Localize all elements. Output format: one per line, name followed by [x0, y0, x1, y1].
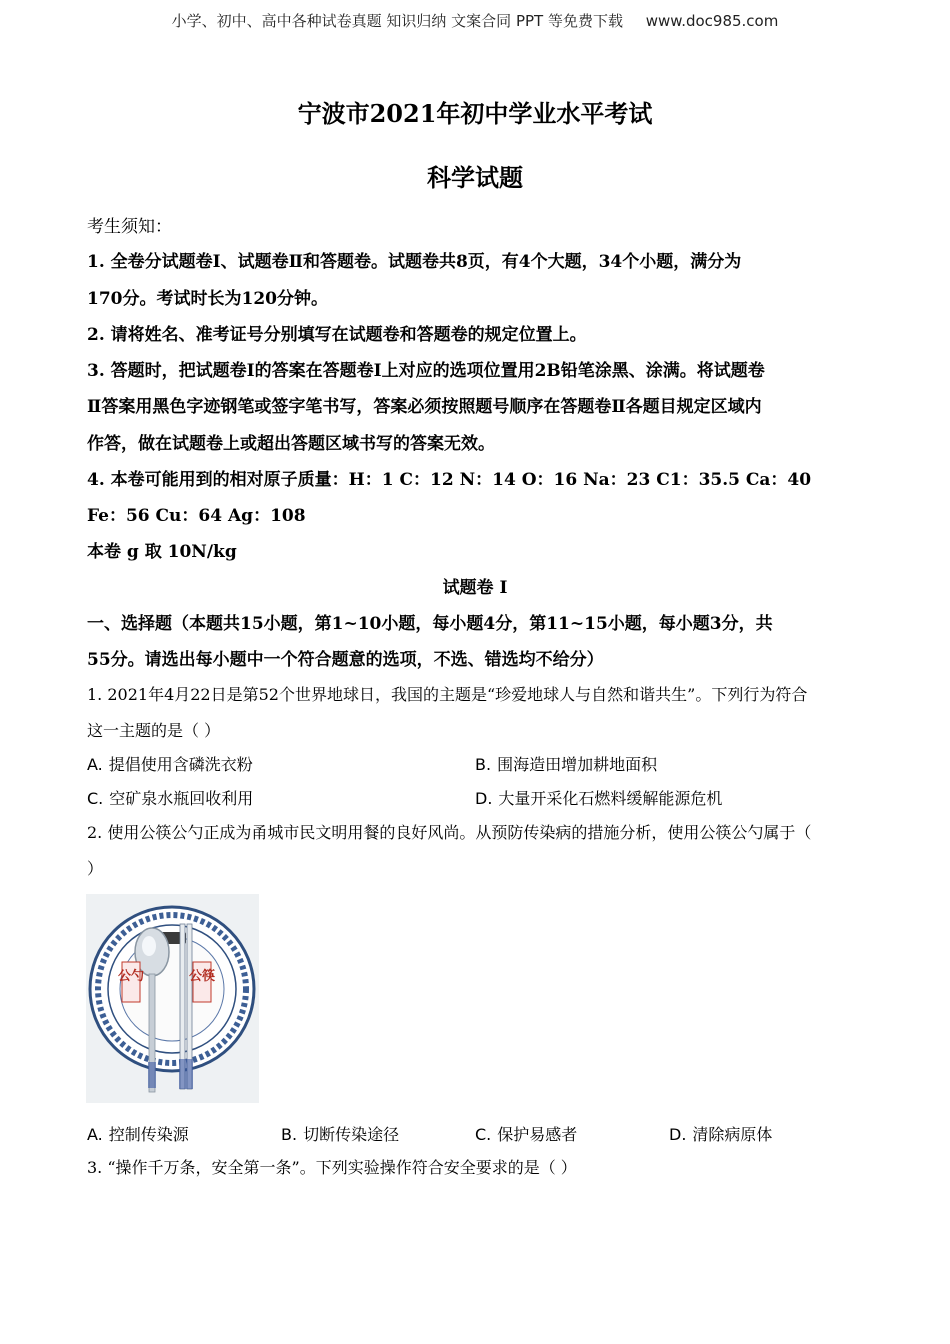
- q1-option-d[interactable]: [475, 786, 722, 809]
- q2-option-a[interactable]: [87, 1122, 189, 1145]
- option-letter: B.: [475, 755, 492, 774]
- q2-option-c[interactable]: [475, 1122, 577, 1145]
- notice-line: 1. 全卷分试题卷Ⅰ、试题卷Ⅱ和答题卷。试题卷共8页，有4个大题，34个小题，满分为: [87, 252, 742, 272]
- chopsticks-spoon-image: [86, 894, 259, 1103]
- option-letter: A.: [87, 1125, 103, 1144]
- image-label-right: 公筷: [188, 969, 216, 984]
- part1-instructions: 55分。请选出每小题中一个符合题意的选项，不选、错选均不给分）: [87, 650, 604, 670]
- notice-line: 作答，做在试题卷上或超出答题区域书写的答案无效。: [87, 434, 495, 454]
- option-letter: D.: [669, 1125, 687, 1144]
- option-text: 大量开采化石燃料缓解能源危机: [498, 789, 723, 808]
- notice-line: 2. 请将姓名、准考证号分别填写在试题卷和答题卷的规定位置上。: [87, 325, 587, 345]
- question-2-text: ）: [87, 859, 104, 878]
- notice-line: 本卷 g 取 10N/kg: [87, 542, 237, 562]
- page-header: [0, 10, 950, 31]
- q1-option-a[interactable]: [87, 752, 253, 775]
- option-letter: C.: [475, 1125, 492, 1144]
- option-letter: D.: [475, 789, 493, 808]
- subject-title: 科学试题: [427, 163, 523, 192]
- option-letter: A.: [87, 755, 103, 774]
- option-text: 提倡使用含磷洗衣粉: [108, 755, 253, 774]
- option-letter: C.: [87, 789, 104, 808]
- exam-title: 宁波市2021年初中学业水平考试: [297, 99, 653, 128]
- question-2-text: 2. 使用公筷公勺正成为甬城市民文明用餐的良好风尚。从预防传染病的措施分析，使用公筷公勺属于（: [87, 823, 812, 842]
- q1-option-c[interactable]: [87, 786, 253, 809]
- q2-option-b[interactable]: [281, 1122, 399, 1145]
- option-text: 切断传染途径: [303, 1125, 400, 1144]
- question-1-text: 这一主题的是（ ）: [87, 721, 221, 740]
- option-text: 控制传染源: [108, 1125, 189, 1144]
- option-text: 清除病原体: [692, 1125, 773, 1144]
- header-text: 小学、初中、高中各种试卷真题 知识归纳 文案合同 PPT 等免费下载: [171, 12, 623, 30]
- q1-option-b[interactable]: [475, 752, 657, 775]
- header-site: www.doc985.com: [645, 12, 779, 30]
- option-letter: B.: [281, 1125, 298, 1144]
- question-1-text: 1. 2021年4月22日是第52个世界地球日，我国的主题是“珍爱地球人与自然和谐共生”。下列行为符合: [87, 685, 808, 704]
- part1-instructions: 一、选择题（本题共15小题，第1~10小题，每小题4分，第11~15小题，每小题3分，共: [87, 614, 773, 634]
- notice-line: 3. 答题时，把试题卷Ⅰ的答案在答题卷Ⅰ上对应的选项位置用2B铅笔涂黑、涂满。将试题卷: [87, 361, 765, 381]
- image-label-left: 公勺: [117, 969, 145, 984]
- question-3-text: 3. “操作千万条，安全第一条”。下列实验操作符合安全要求的是（ ）: [87, 1158, 577, 1177]
- section-title: 试题卷 I: [442, 578, 508, 598]
- q2-option-d[interactable]: [669, 1122, 772, 1145]
- option-text: 空矿泉水瓶回收利用: [109, 789, 254, 808]
- option-text: 围海造田增加耕地面积: [497, 755, 658, 774]
- notice-line: Ⅱ答案用黑色字迹钢笔或签字笔书写，答案必须按照题号顺序在答题卷Ⅱ各题目规定区域内: [87, 397, 762, 417]
- notice-line: Fe：56 Cu：64 Ag：108: [87, 506, 306, 526]
- notice-line: 170分。考试时长为120分钟。: [87, 289, 328, 309]
- plate-illustration: [86, 894, 259, 1103]
- notice-line: 4. 本卷可能用到的相对原子质量：H：1 C：12 N：14 O：16 Na：23 C1：35.5 Ca：40: [87, 470, 812, 490]
- option-text: 保护易感者: [497, 1125, 578, 1144]
- notice-heading: 考生须知：: [87, 217, 172, 237]
